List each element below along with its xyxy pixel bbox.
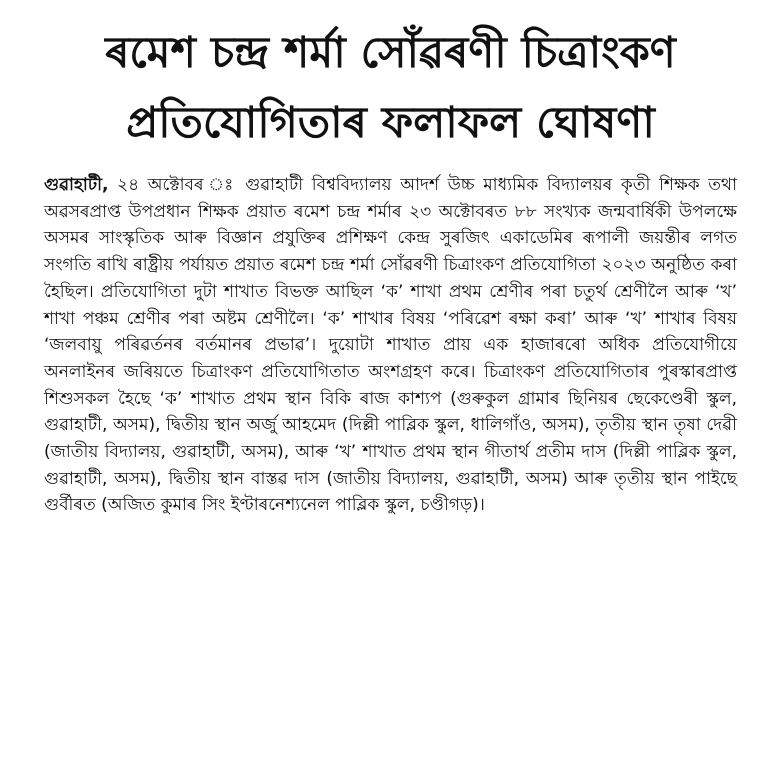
dateline: গুৱাহাটী, [44, 175, 109, 195]
headline-line-1: ৰমেশ চন্দ্ৰ শৰ্মা সোঁৱৰণী চিত্ৰাংকণ [105, 28, 676, 78]
article-body [44, 172, 737, 519]
headline [44, 18, 737, 158]
headline-line-2: প্ৰতিযোগিতাৰ ফলাফল ঘোষণা [126, 98, 655, 148]
article-text: ২৪ অক্টোবৰ ঃ গুৱাহাটী বিশ্ববিদ্যালয় আদৰ্শ উচ্চ মাধ্যমিক বিদ্যালয়ৰ কৃতী শিক্ষক তথা অৱসৰপ্ৰাপ্ত উপপ্ৰধান শিক্ষক প্ৰয়াত ৰমেশ চন্দ্ৰ শৰ্মাৰ ২৩ অক্টোবৰত ৮৮ সংখ্যক জন্মবাৰ্ষিকী উপলক্ষে অসমৰ সাংস্কৃতিক আৰু বিজ্ঞান প্ৰযুক্তিৰ প্ৰশিক্ষণ কেন্দ্ৰ সুৰজিৎ একাডেমিৰ ৰূপালী জয়ন্তীৰ লগত সংগতি ৰাখি ৰাষ্ট্ৰীয় পৰ্যায়ত প্ৰয়াত ৰমেশ চন্দ্ৰ শৰ্মা সোঁৱৰণী চিত্ৰাংকণ প্ৰতিযোগিতা ২০২৩ অনুষ্ঠিত কৰা হৈছিল। প্ৰতিযোগিতা দুটা শাখাত বিভক্ত আছিল ‘ক’ শাখা প্ৰথম শ্ৰেণীৰ পৰা চতুৰ্থ শ্ৰেণীলৈ আৰু ‘খ’ শাখা পঞ্চম শ্ৰেণীৰ পৰা অষ্টম শ্ৰেণীলৈ। ‘ক’ শাখাৰ বিষয় ‘পৰিৱেশ ৰক্ষা কৰা’ আৰু ‘খ’ শাখাৰ বিষয় ‘জলবায়ু পৰিৱৰ্তনৰ বৰ্তমানৰ প্ৰভাৱ’। দুয়োটা শাখাত প্ৰায় এক হাজাৰৰো অধিক প্ৰতিযোগীয়ে অনলাইনৰ জৰিয়তে চিত্ৰাংকণ প্ৰতিযোগিতাত অংশগ্ৰহণ কৰে। চিত্ৰাংকণ প্ৰতিযোগিতাৰ পুৰস্কাৰপ্ৰাপ্ত শিশুসকল হৈছে ‘ক’ শাখাত প্ৰথম স্থান বিকি ৰাজ কাশ্যপ (গুৰুকুল গ্ৰামাৰ ছিনিয়ৰ ছেকেণ্ডেৰী স্কুল, গুৱাহাটী, অসম), দ্বিতীয় স্থান অৰ্জু আহমেদ (দিল্লী পাব্লিক স্কুল, ধালিগাঁও, অসম), তৃতীয় স্থান তৃষা দেৱী (জাতীয় বিদ্যালয়, গুৱাহাটী, অসম), আৰু ‘খ’ শাখাত প্ৰথম স্থান গীতাৰ্থ প্ৰতীম দাস (দিল্লী পাব্লিক স্কুল, গুৱাহাটী, অসম), দ্বিতীয় স্থান বাস্তৱ দাস (জাতীয় বিদ্যালয়, গুৱাহাটী, অসম) আৰু তৃতীয় স্থান পাইছে গুৰ্বীৰত (অজিত কুমাৰ সিং ইণ্টাৰনেশ্যনেল পাব্লিক স্কুল, চণ্ডীগড়)। [44, 175, 737, 516]
